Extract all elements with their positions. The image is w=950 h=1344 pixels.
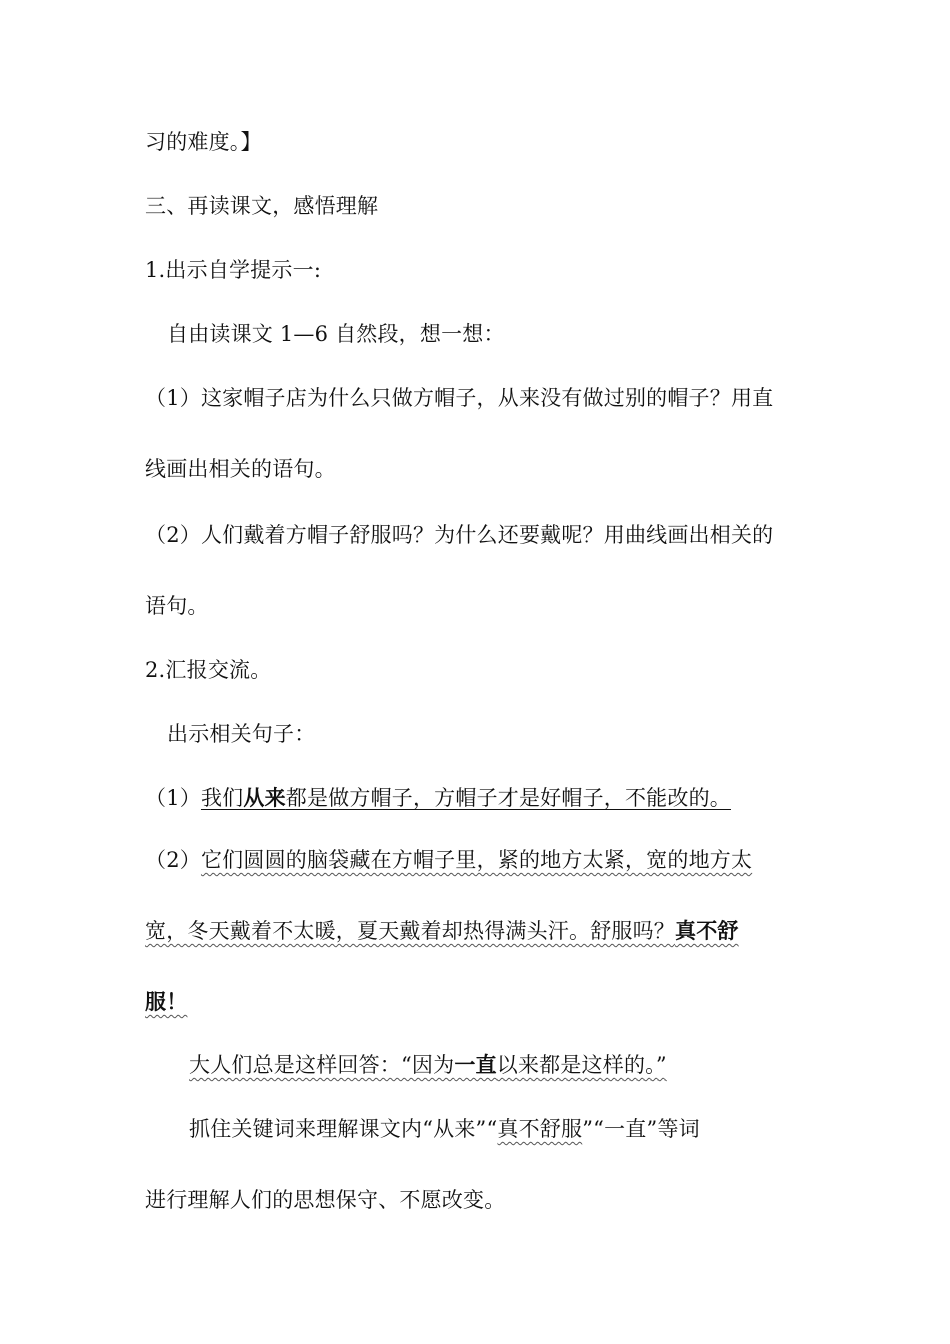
keyword-bold: 一直 <box>454 1053 497 1077</box>
underlined-text <box>201 786 731 810</box>
text-line: 语句。 <box>145 594 209 618</box>
sentence-2-cont <box>145 917 739 945</box>
section-heading: 三、再读课文，感悟理解 <box>145 194 379 218</box>
keyword-bold: 真不舒 <box>675 919 739 943</box>
sentence-number: （2） <box>145 848 201 872</box>
wavy-text: 它们圆圆的脑袋藏在方帽子里，紧的地方太紧，宽的地方太 <box>200 848 753 872</box>
wavy-text: 宽，冬天戴着不太暖，夏天戴着却热得满头汗。舒服吗？ <box>145 919 675 943</box>
text-line <box>189 1115 700 1143</box>
text-line: 习的难度。】 <box>145 130 262 154</box>
sentence-number: （1） <box>145 786 201 810</box>
text-line: （2）人们戴着方帽子舒服吗？为什么还要戴呢？用曲线画出相关的 <box>145 523 774 547</box>
text-segment: 抓住关键词来理解课文内“从来”“ <box>189 1117 498 1141</box>
text-segment: ”“一直”等词 <box>582 1117 700 1141</box>
sentence-2 <box>145 846 752 874</box>
wavy-text: 大人们总是这样回答：“因为 <box>189 1053 455 1077</box>
text-line: （1）这家帽子店为什么只做方帽子，从来没有做过别的帽子？用直 <box>145 386 774 410</box>
text-line: 2.汇报交流。 <box>145 658 272 682</box>
underlined-segment: 都是做方帽子，方帽子才是好帽子，不能改的。 <box>285 786 731 810</box>
underlined-segment: 我们 <box>200 786 244 810</box>
sentence-1 <box>145 784 731 812</box>
text-line: 出示相关句子： <box>167 722 316 746</box>
wavy-text: 以来都是这样的。” <box>496 1053 667 1077</box>
sentence-2-end <box>145 988 187 1016</box>
keyword-bold: 从来 <box>243 786 286 810</box>
text-line: 自由读课文 1—6 自然段，想一想： <box>167 322 505 346</box>
text-line: 1.出示自学提示一: <box>145 258 322 282</box>
text-line: 进行理解人们的思想保守、不愿改变。 <box>145 1188 506 1212</box>
text-line: 线画出相关的语句。 <box>145 457 336 481</box>
sentence-3 <box>189 1051 667 1079</box>
wavy-text: 真不舒服 <box>497 1117 583 1141</box>
keyword-bold: 服！ <box>145 990 188 1014</box>
